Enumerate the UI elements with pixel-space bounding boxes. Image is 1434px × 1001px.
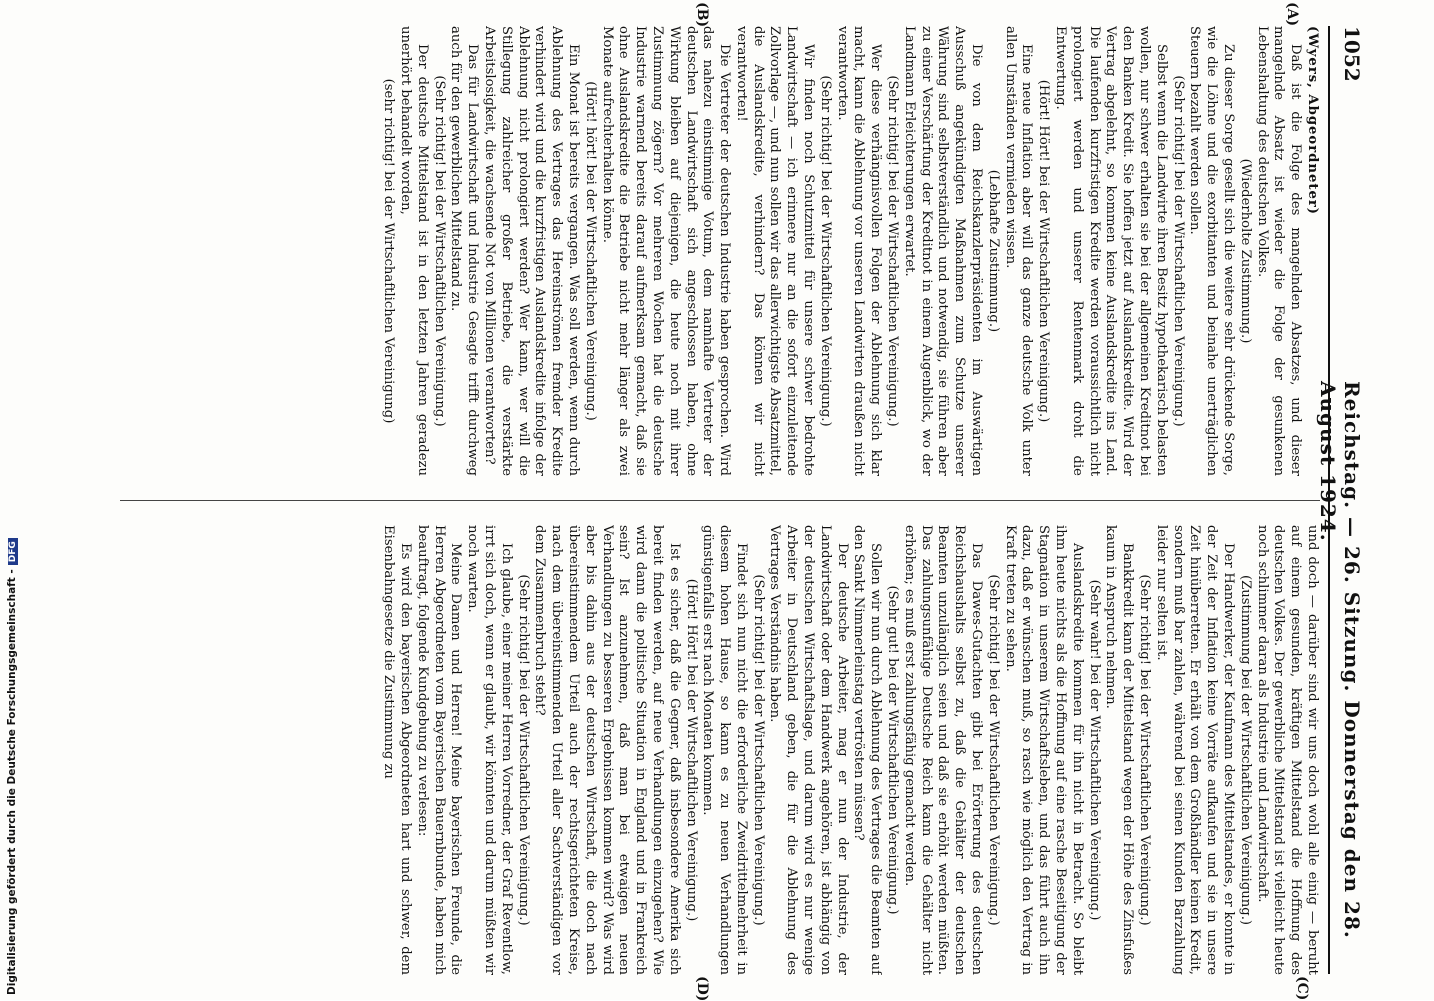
interjection: (Sehr richtig! bei der Wirtschaftlichen Vereinigung.) bbox=[885, 75, 901, 427]
paragraph: Bankkredit kann der Mittelstand wegen der Höhe des Zinsfußes kaum in Anspruch nehmen. bbox=[1103, 525, 1136, 975]
paragraph: Eine neue Inflation aber will das ganze deutsche Volk unter allen Umständen vermieden wissen. bbox=[1002, 26, 1035, 476]
speaker-line: (Wyers, Abgeordneter) bbox=[1305, 26, 1320, 216]
interjection: (Sehr richtig! bei der Wirtschaftlichen Vereinigung.) bbox=[1170, 75, 1186, 427]
interjection: (Zustimmung bei der Wirtschaftlichen Vereinigung.) bbox=[1237, 574, 1253, 926]
paragraph: Es wird den bayerischen Abgeordneten hart und schwer, dem Eisenbahngesetze die Zustimmung zu bbox=[381, 525, 413, 975]
interjection: (Sehr richtig! bei der Wirtschaftlichen Vereinigung.) bbox=[817, 75, 833, 427]
paragraph: Ich glaube, einer meiner Herren Vorredner, der Graf Reventlow, irrt sich doch, wenn er glaubt, wir könnten und darum müßten wir noch warten. bbox=[465, 525, 514, 975]
interjection: (Hört! Hört! bei der Wirtschaftlichen Vereinigung.) bbox=[1036, 79, 1052, 423]
paragraph: Ein Monat ist bereits vergangen. Was soll werden, wenn durch Ablehnung des Vertrages das Hereinströmen fremder Kredite verhindert wird und die kurzfristigen Auslandskredite infolge der Ablehnung nicht prolongiert werden? Wer kann, wer will die Stillegung zahlreicher großer Betriebe, die verstärkte Arbeitslosigkeit, die wachsende Not von Millionen verantworten? bbox=[481, 26, 581, 476]
interjection: (Sehr richtig! bei der Wirtschaftlichen Vereinigung.) bbox=[985, 574, 1001, 926]
margin-mark-c: (C) bbox=[1294, 976, 1310, 1001]
paragraph: Der Handwerker, der Kaufmann des Mittelstandes, er konnte in der Zeit der Inflation keine Vorräte aufkaufen und sie in unsere Zeit hinüberretten. Er erhält von dem Großhändler keinen Kredit, sondern muß bar zahlen, während bei seinen Kunden Barzahlung leider nur selten ist. bbox=[1153, 525, 1237, 975]
paragraph: Meine Damen und Herren! Meine bayerischen Freunde, die Herren Abgeordneten vom Bayerischen Bauernbunde, haben mich beauftragt, folgende Kundgebung zu verlesen: bbox=[414, 525, 464, 975]
footer-text: Digitalisierung gefördert durch die Deutsche Forschungsgemeinschaft - bbox=[6, 569, 18, 995]
right-text-column bbox=[120, 525, 1320, 975]
paragraph: Auslandskredite kommen für ihn nicht in Betracht. So bleibt ihm heute nichts als die Hoffnung auf eine rasche Beseitigung der Stagnation in unserem Wirtschaftsleben, und das führt auch ihn dazu, daß er wünschen muß, so rasch wie möglich den Vertrag in Kraft treten zu sehen. bbox=[1002, 525, 1085, 975]
page-number: 1052 bbox=[1340, 26, 1364, 82]
paragraph: Die von dem Reichskanzlerpräsidenten im Auswärtigen Ausschuß angekündigten Maßnahmen zum Schutze unserer Währung sind selbstverständlich und notwendig, sie führen aber zu einer Verschärfung der Kreditnot in einem Augenblick, wo der Landmann Erleichterungen erwartet. bbox=[901, 26, 985, 476]
rotated-newspaper-page bbox=[80, 0, 1370, 1000]
dfg-logo: DFG bbox=[8, 538, 18, 565]
margin-mark-a: (A) bbox=[1284, 2, 1300, 27]
header-rule bbox=[1328, 26, 1330, 974]
interjection: (Sehr richtig! bei der Wirtschaftlichen Vereinigung.) bbox=[431, 75, 447, 427]
interjection: (sehr richtig! bei der Wirtschaftlichen Vereinigung) bbox=[381, 78, 397, 424]
paragraph: Daß ist die Folge des mangelnden Absatzes, und dieser mangelnde Absatz ist wieder die Folge der gesunkenen Lebenshaltung des deutschen Volkes. bbox=[1254, 26, 1304, 476]
paragraph: Das Dawes-Gutachten gibt bei Erörterung des deutschen Reichshaushalts selbst zu, daß die Gehälter der deutschen Beamten unzulänglich seien und daß sie erhöht werden müßten. Das zahlungsunfähige Deutsche Reich kann die Gehälter nicht erhöhen; es muß erst zahlungsfähig gemacht werden. bbox=[901, 525, 985, 975]
interjection: (Hört! Hört! bei der Wirtschaftlichen Vereinigung.) bbox=[683, 578, 699, 922]
running-title: Reichstag. — 26. Sitzung. Donnerstag den 28. August 1924. bbox=[1316, 381, 1364, 939]
paragraph: Der deutsche Arbeiter, mag er nun der Industrie, der Landwirtschaft oder dem Handwerk angehören, ist abhängig von der deutschen Wirtschaftslage, und darum wird es nur wenige Arbeiter in Deutschland geben, die für die Ablehnung des Vertrages Verständnis haben. bbox=[767, 525, 850, 975]
paragraph: Zu dieser Sorge gesellt sich die weitere sehr drückende Sorge, wie die Löhne und die exorbitanten und beinahe unerträglichen Steuern bezahlt werden sollen. bbox=[1187, 26, 1237, 476]
paragraph: und doch — darüber sind wir uns doch wohl alle einig — beruht auf einem gesunden, kräftigen Mittelstand die Hoffnung des deutschen Volkes. Der gewerbliche Mittelstand ist vielleicht heute noch schlimmer daran als Industrie und Landwirtschaft. bbox=[1254, 525, 1320, 975]
paragraph: Die Vertreter der deutschen Industrie haben gesprochen. Wird das nahezu einstimmige Votum, dem namhafte Vertreter der deutschen Landwirtschaft sich angeschlossen haben, ohne Wirkung bleiben auf diejenigen, die heute noch mit ihrer Zustimmung zögern? Vor mehreren Wochen hat die deutsche Industrie warnend bereits darauf aufmerksam gemacht, daß sie ohne Auslandskredite die Betriebe nicht mehr länger als zwei Monate aufrechterhalten könne. bbox=[599, 26, 733, 476]
interjection: (Wiederholte Zustimmung.) bbox=[1237, 158, 1253, 344]
page-header bbox=[1316, 26, 1364, 974]
left-text-column bbox=[120, 26, 1320, 476]
interjection: (Sehr richtig! bei der Wirtschaftlichen Vereinigung.) bbox=[750, 574, 766, 926]
interjection: (Lebhafte Zustimmung.) bbox=[985, 169, 1001, 333]
paragraph: Findet sich nun nicht die erforderliche Zweidrittelmehrheit in diesem hohen Hause, so kann es zu neuen Verhandlungen günstigenfalls erst nach Monaten kommen. bbox=[700, 525, 749, 975]
interjection: (Sehr gut! bei der Wirtschaftlichen Vereinigung.) bbox=[885, 585, 901, 915]
margin-mark-b: (B) bbox=[694, 2, 710, 28]
paragraph: Das für Landwirtschaft und Industrie Gesagte trifft durchweg auch für den gewerblichen Mittelstand zu. bbox=[448, 26, 481, 476]
paragraph: Sollen wir nun durch Ablehnung des Vertrages die Beamten auf den Sankt Nimmerleinstag vertrösten müssen? bbox=[851, 525, 884, 975]
paragraph: Wer diese verhängnisvollen Folgen der Ablehnung sich klar macht, kann die Ablehnung vor unseren Landwirten draußen nicht verantworten. bbox=[834, 26, 884, 476]
paragraph: Der deutsche Mittelstand ist in den letzten Jahren geradezu unerhört behandelt worden, bbox=[397, 26, 430, 476]
interjection: (Sehr richtig! bei der Wirtschaftlichen Vereinigung.) bbox=[1137, 574, 1153, 926]
paragraph: Wir finden noch Schutzmittel für unsere schwer bedrohte Landwirtschaft — ich erinnere nur an die sofort einzuleitende Zollvorlage —, und nun sollen wir das allerwichtigste Absatzmittel, die Auslandskredite, verhindern? Das können wir nicht verantworten! bbox=[733, 26, 817, 476]
column-divider bbox=[120, 500, 1320, 501]
paragraph: Selbst wenn die Landwirte ihren Besitz hypothekarisch belasten wollen, nur schwer erhalten sie bei der allgemeinen Kreditnot bei den Banken Kredit. Sie hoffen jetzt auf Auslandskredite. Wird der Vertrag abgelehnt, so kommen keine Auslandskredite ins Land. Die laufenden kurzfristigen Kredite werden voraussichtlich nicht prolongiert werden und unserer Rentenmark droht die Entwertung. bbox=[1053, 26, 1169, 476]
digitization-footer bbox=[6, 538, 18, 995]
interjection: (Hört! hört! bei der Wirtschaftlichen Vereinigung.) bbox=[582, 81, 598, 421]
paragraph: Ist es sicher, daß die Gegner, daß insbesondere Amerika sich bereit finden werden, auf neue Verhandlungen einzugehen? Wie wird dann die politische Situation in England und in Frankreich sein? Ist anzunehmen, daß man bei etwaigen neuen Verhandlungen zu besseren Ergebnissen kommen wird? Was wird aber bis dahin aus der deutschen Wirtschaft, die doch nach übereinstimmendem Urteil auch der rechtsgerichteten Kreise, nach dem übereinstimmenden Urteil aller Sachverständigen vor dem Zusammenbruch steht? bbox=[532, 525, 682, 975]
margin-mark-d: (D) bbox=[694, 976, 710, 1001]
interjection: (Sehr richtig! bei der Wirtschaftlichen Vereinigung.) bbox=[515, 574, 531, 926]
interjection: (Sehr wahr! bei der Wirtschaftlichen Vereinigung.) bbox=[1086, 579, 1102, 921]
